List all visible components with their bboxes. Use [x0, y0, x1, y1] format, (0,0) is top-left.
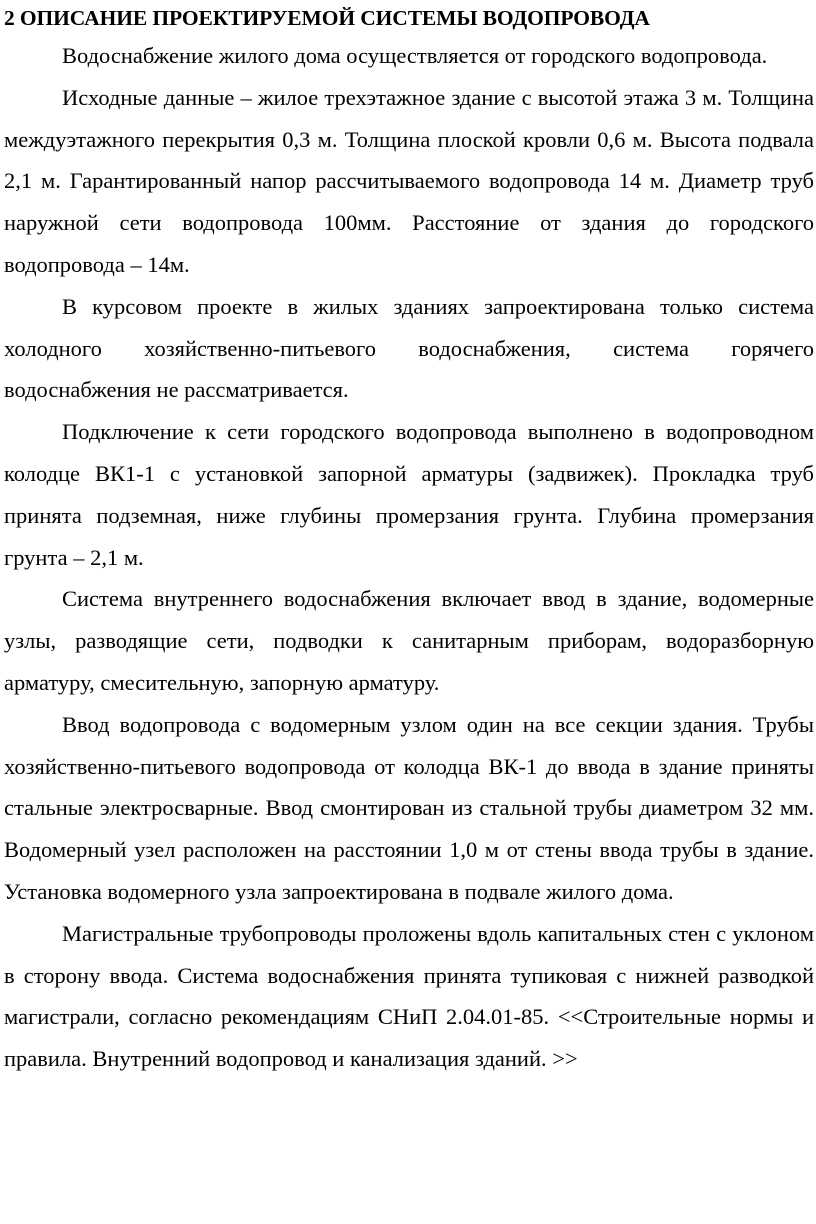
section-heading: 2 ОПИСАНИЕ ПРОЕКТИРУЕМОЙ СИСТЕМЫ ВОДОПРОВОДА [4, 6, 650, 30]
document-page [4, 0, 814, 1080]
paragraph-main-pipelines: Магистральные трубопроводы проложены вдоль капитальных стен с уклоном в сторону ввода. Система водоснабжения принята тупиковая с нижней разводкой магистрали, согласно рекомендациям СНиП 2.04.01-85. <<Строительные нормы и правила. Внутренний водопровод и канализация зданий. >> [4, 920, 814, 1072]
paragraph-internal-system: Система внутреннего водоснабжения включает ввод в здание, водомерные узлы, разводящие сети, подводки к санитарным приборам, водоразборную арматуру, смесительную, запорную арматуру. [4, 586, 814, 695]
paragraph-water-input: Ввод водопровода с водомерным узлом один на все секции здания. Трубы хозяйственно-питьевого водопровода от колодца ВК-1 до ввода в здание приняты стальные электросварные. Ввод смонтирован из стальной трубы диаметром 32 мм. Водомерный узел расположен на расстоянии 1,0 м от стены ввода трубы в здание. Установка водомерного узла запроектирована в подвале жилого дома. [4, 711, 814, 904]
paragraph-water-supply-source: Водоснабжение жилого дома осуществляется от городского водопровода. [62, 43, 768, 68]
paragraph-initial-data: Исходные данные – жилое трехэтажное здание с высотой этажа 3 м. Толщина междуэтажного перекрытия 0,3 м. Толщина плоской кровли 0,6 м. Высота подвала 2,1 м. Гарантированный напор рассчитываемого водопровода 14 м. Диаметр труб наружной сети водопровода 100мм. Расстояние от здания до городского водопровода – 14м. [4, 84, 814, 277]
paragraph-cold-water-system: В курсовом проекте в жилых зданиях запроектирована только система холодного хозяйственно-питьевого водоснабжения, система горячего водоснабжения не рассматривается. [4, 293, 814, 403]
paragraph-network-connection: Подключение к сети городского водопровода выполнено в водопроводном колодце ВК1-1 с установкой запорной арматуры (задвижек). Прокладка труб принята подземная, ниже глубины промерзания грунта. Глубина промерзания грунта – 2,1 м. [4, 419, 814, 570]
